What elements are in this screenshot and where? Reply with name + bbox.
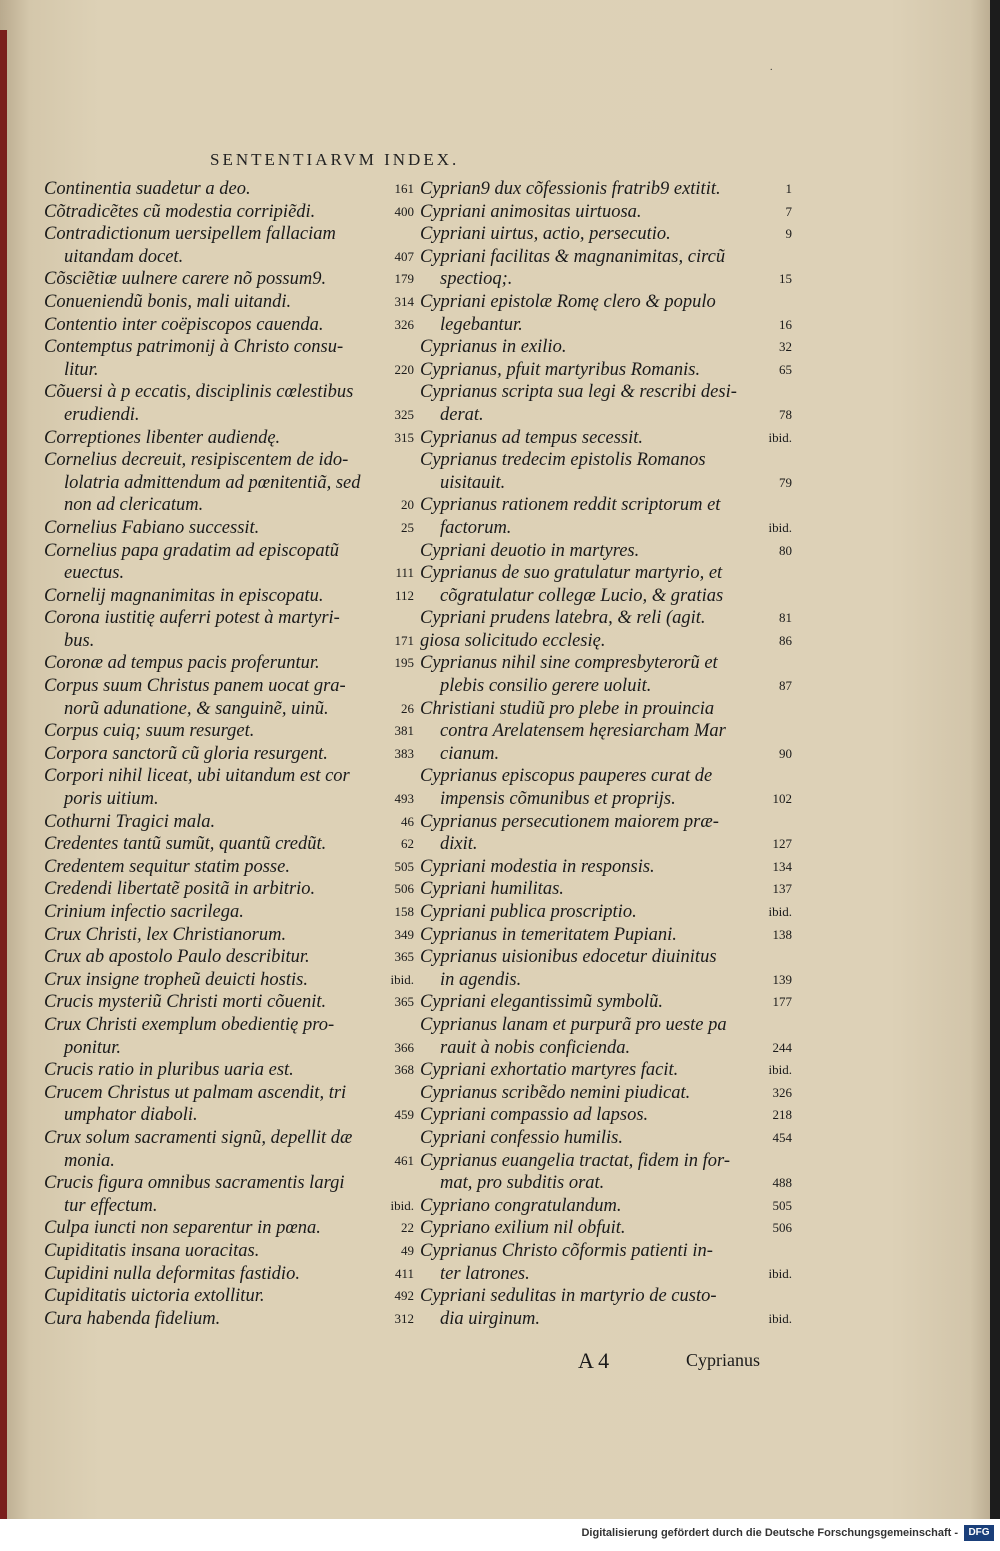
page-reference: 454 <box>772 1129 792 1145</box>
index-entry <box>420 359 792 382</box>
page-reference: 20 <box>401 497 414 513</box>
entry-text: Cypriani elegantissimũ symbolũ. <box>420 992 664 1013</box>
index-entry <box>44 268 414 291</box>
page-reference: 49 <box>401 1242 414 1258</box>
page-reference: 218 <box>772 1107 792 1123</box>
index-entry <box>44 540 414 585</box>
entry-text: Cupidini nulla deformitas fastidio. <box>44 1263 300 1284</box>
index-entry <box>44 946 414 969</box>
index-entry <box>420 178 792 201</box>
index-entry <box>44 427 414 450</box>
index-entry <box>44 991 414 1014</box>
page-reference: ibid. <box>768 429 792 445</box>
index-entry <box>44 675 414 720</box>
index-entry <box>44 901 414 924</box>
index-entry <box>44 1059 414 1082</box>
page-reference: 407 <box>394 248 414 264</box>
entry-continuation: factorum. <box>440 517 512 538</box>
page-reference: 80 <box>779 542 792 558</box>
page-reference: 16 <box>779 316 792 332</box>
entry-text: Cyprianus in temeritatem Pupiani. <box>420 924 677 945</box>
entry-text: Cypriani facilitas & magnanimitas, circũ <box>420 246 726 267</box>
page-reference: 65 <box>779 361 792 377</box>
index-entry <box>420 201 792 224</box>
entry-text: Cyprianus euangelia tractat, fidem in for- <box>420 1150 730 1171</box>
entry-text: Cypriani deuotio in martyres. <box>420 540 640 561</box>
page-reference: 488 <box>772 1175 792 1191</box>
entry-text: Cypriani sedulitas in martyrio de custo- <box>420 1286 717 1307</box>
index-entry <box>420 449 792 494</box>
entry-text: Cyprianus Christo cõformis patienti in- <box>420 1240 713 1261</box>
entry-text: Cyprianus, pfuit martyribus Romanis. <box>420 359 701 380</box>
page-reference: 171 <box>394 632 414 648</box>
page-reference: 26 <box>401 700 414 716</box>
running-header: SENTENTIARVM INDEX. <box>210 150 460 169</box>
index-entry <box>44 585 414 608</box>
page-reference: 492 <box>394 1288 414 1304</box>
page-mark: . <box>770 62 773 73</box>
index-entry <box>44 765 414 810</box>
page-reference: 9 <box>785 226 792 242</box>
entry-text: Cyprianus scripta sua legi & rescribi desi- <box>420 382 737 403</box>
index-entry <box>420 1104 792 1127</box>
index-entry <box>44 1014 414 1059</box>
entry-text: Cõuersi à p eccatis, disciplinis cœlestibus <box>44 382 354 403</box>
page-reference: 459 <box>394 1107 414 1123</box>
entry-text: Cyprianus uisionibus edocetur diuinitus <box>420 947 717 968</box>
entry-continuation: erudiendi. <box>64 404 140 425</box>
entry-continuation: norũ adunatione, & sanguinẽ, uinũ. <box>64 698 329 719</box>
entry-text: Conueniendũ bonis, mali uitandi. <box>44 291 292 312</box>
page-reference: 326 <box>394 316 414 332</box>
entry-continuation: litur. <box>64 359 99 380</box>
index-entry <box>44 1263 414 1286</box>
index-entry <box>44 314 414 337</box>
page-reference: 314 <box>394 293 414 309</box>
entry-continuation: mat, pro subditis orat. <box>440 1173 605 1194</box>
index-right-column <box>420 178 792 1330</box>
index-entry <box>420 562 792 607</box>
index-entry <box>420 878 792 901</box>
index-entry <box>420 1240 792 1285</box>
index-entry <box>44 924 414 947</box>
index-entry <box>420 246 792 291</box>
page-reference: 505 <box>772 1197 792 1213</box>
entry-continuation: contra Arelatensem hęresiarcham Mar cianum. <box>440 721 726 764</box>
page-reference: 365 <box>394 994 414 1010</box>
page-reference: 46 <box>401 813 414 829</box>
entry-text: Cõsciẽtiæ uulnere carere nõ possum9. <box>44 269 327 290</box>
page-reference: 220 <box>394 361 414 377</box>
page-reference: 411 <box>394 1265 414 1281</box>
signature-mark: A 4 <box>578 1348 610 1373</box>
entry-text: Cyprianus scribẽdo nemini piudicat. <box>420 1082 691 1103</box>
page-reference: 161 <box>394 181 414 196</box>
entry-text: Correptiones libenter audiendę. <box>44 427 281 448</box>
index-entry <box>44 607 414 652</box>
index-entry <box>420 991 792 1014</box>
index-entry <box>420 494 792 539</box>
entry-continuation: derat. <box>440 404 484 425</box>
page-reference: 102 <box>772 791 792 807</box>
entry-text: Cypriani humilitas. <box>420 879 564 900</box>
entry-text: Cupiditatis insana uoracitas. <box>44 1240 260 1261</box>
entry-continuation: lolatria admittendum ad pœnitentiã, sed non ad clericatum. <box>64 472 361 516</box>
index-entry <box>420 223 792 246</box>
page-reference: 1 <box>785 181 792 196</box>
index-entry <box>420 630 792 653</box>
entry-text: Continentia suadetur a deo. <box>44 179 251 199</box>
entry-text: Cõtradicẽtes cũ modestia corripiẽdi. <box>44 201 316 222</box>
index-entry <box>420 1082 792 1105</box>
entry-continuation: poris uitium. <box>64 789 159 810</box>
entry-text: Cyprianus tredecim epistolis Romanos <box>420 450 706 471</box>
page-reference: ibid. <box>768 1062 792 1078</box>
entry-text: Crucis mysteriũ Christi morti cõuenit. <box>44 992 327 1013</box>
entry-text: Christiani studiũ pro plebe in prouincia <box>420 698 715 719</box>
entry-text: Cyprianus episcopus pauperes curat de <box>420 766 713 787</box>
index-entry <box>420 1285 792 1330</box>
index-entry <box>420 901 792 924</box>
entry-text: Cypriano exilium nil obfuit. <box>420 1218 626 1239</box>
entry-text: Cyprianus nihil sine compresbyterorũ et <box>420 653 718 674</box>
page-reference: ibid. <box>768 904 792 919</box>
entry-text: Corpori nihil liceat, ubi uitandum est cor <box>44 766 350 787</box>
index-entry <box>420 924 792 947</box>
index-entry <box>420 1195 792 1218</box>
index-entry <box>44 517 414 540</box>
index-entry <box>420 946 792 991</box>
page-reference: 127 <box>772 836 792 852</box>
page-reference: 349 <box>394 926 414 942</box>
page-reference: ibid. <box>390 1197 414 1213</box>
entry-continuation: in agendis. <box>440 969 522 990</box>
page-edge <box>0 30 7 1519</box>
index-entry <box>420 336 792 359</box>
entry-text: Cypriani prudens latebra, & reli (agit. <box>420 608 706 629</box>
entry-continuation: spectioq;. <box>440 269 513 290</box>
entry-text: Cyprian9 dux cõfessionis fratrib9 extitit. <box>420 179 721 199</box>
index-entry <box>420 1217 792 1240</box>
entry-text: Cypriani exhortatio martyres facit. <box>420 1060 679 1081</box>
entry-continuation: ponitur. <box>64 1037 122 1058</box>
index-entry <box>420 607 792 630</box>
index-entry <box>44 291 414 314</box>
index-entry <box>44 720 414 743</box>
entry-continuation: bus. <box>64 630 95 651</box>
index-entry <box>420 1014 792 1059</box>
entry-text: Cyprianus de suo gratulatur martyrio, et <box>420 563 723 584</box>
entry-text: Corpora sanctorũ cũ gloria resurgent. <box>44 743 328 764</box>
entry-text: Contemptus patrimonij à Christo consu- <box>44 337 344 358</box>
page-reference: 87 <box>779 678 792 694</box>
entry-text: Corona iustitię auferri potest à martyri- <box>44 608 340 629</box>
page-reference: 195 <box>394 655 414 671</box>
index-entry <box>44 1217 414 1240</box>
index-entry <box>420 1059 792 1082</box>
entry-text: Cornelius Fabiano successit. <box>44 517 260 538</box>
page-reference: 25 <box>401 519 414 535</box>
index-entry <box>44 223 414 268</box>
entry-text: Crucem Christus ut palmam ascendit, tri <box>44 1082 347 1103</box>
page-reference: 137 <box>772 881 792 897</box>
page-reference: 22 <box>401 1220 414 1236</box>
page-reference: 368 <box>394 1062 414 1078</box>
index-entry <box>44 178 414 201</box>
index-entry <box>44 652 414 675</box>
page-reference: ibid. <box>768 1310 792 1326</box>
index-entry <box>44 878 414 901</box>
entry-continuation: rauit à nobis conficienda. <box>440 1037 631 1058</box>
entry-text: Cyprianus in exilio. <box>420 337 567 358</box>
entry-text: Crux ab apostolo Paulo describitur. <box>44 947 310 968</box>
entry-continuation: dixit. <box>440 834 478 855</box>
page-reference: ibid. <box>768 1265 792 1281</box>
footer-bar <box>0 1519 1000 1551</box>
entry-text: Credentem sequitur statim posse. <box>44 856 290 877</box>
page-reference: 111 <box>395 565 414 581</box>
page-reference: 461 <box>394 1152 414 1168</box>
page-reference: 79 <box>779 474 792 490</box>
page-reference: 381 <box>394 723 414 739</box>
index-entry <box>44 1172 414 1217</box>
page-reference: 62 <box>401 836 414 852</box>
entry-continuation: ter latrones. <box>440 1263 530 1284</box>
entry-text: Crux solum sacramenti signũ, depellit dæ <box>44 1127 353 1148</box>
page-reference: 81 <box>779 610 792 626</box>
entry-text: Cothurni Tragici mala. <box>44 811 216 832</box>
entry-text: Crux insigne tropheũ deuicti hostis. <box>44 969 308 990</box>
entry-continuation: cõgratulatur collegæ Lucio, & gratias <box>440 585 724 606</box>
page-reference: 7 <box>785 203 792 219</box>
page-reference: 315 <box>394 429 414 445</box>
page-reference: 32 <box>779 339 792 355</box>
entry-text: Cypriani publica proscriptio. <box>420 902 637 922</box>
entry-text: Crux Christi, lex Christianorum. <box>44 924 287 945</box>
page-reference: 86 <box>779 632 792 648</box>
entry-text: Credendi libertatẽ positã in arbitrio. <box>44 879 316 900</box>
entry-text: Crucis figura omnibus sacramentis largi <box>44 1173 345 1194</box>
page-reference: ibid. <box>390 971 414 987</box>
page-reference: 326 <box>772 1084 792 1100</box>
index-entry <box>44 1285 414 1308</box>
entry-text: Cypriani modestia in responsis. <box>420 856 655 877</box>
index-entry <box>420 1127 792 1150</box>
entry-continuation: monia. <box>64 1150 115 1171</box>
entry-text: Corpus cuiq; suum resurget. <box>44 721 255 742</box>
page-reference: 400 <box>394 203 414 219</box>
entry-text: Crucis ratio in pluribus uaria est. <box>44 1060 294 1081</box>
index-entry <box>44 1240 414 1263</box>
index-entry <box>44 743 414 766</box>
page-reference: 493 <box>394 791 414 807</box>
entry-text: Cornelij magnanimitas in episcopatu. <box>44 585 324 606</box>
entry-text: Cypriano congratulandum. <box>420 1195 622 1216</box>
index-entry <box>44 1308 414 1331</box>
index-entry <box>420 291 792 336</box>
index-left-column <box>44 178 414 1330</box>
page-reference: 506 <box>394 881 414 897</box>
index-entry <box>44 811 414 834</box>
page-reference: 177 <box>772 994 792 1010</box>
page-reference: ibid. <box>768 519 792 535</box>
entry-text: Credentes tantũ sumũt, quantũ credũt. <box>44 834 327 855</box>
entry-text: Crux Christi exemplum obedientię pro- <box>44 1014 335 1035</box>
index-entry <box>44 833 414 856</box>
entry-text: Corpus suum Christus panem uocat gra- <box>44 676 346 697</box>
page-reference: 383 <box>394 745 414 761</box>
dfg-logo: DFG <box>964 1525 994 1541</box>
entry-text: Contentio inter coëpiscopos cauenda. <box>44 314 324 335</box>
page-reference: 112 <box>394 587 414 603</box>
index-entry <box>44 449 414 517</box>
page-reference: 15 <box>779 271 792 287</box>
page-reference: 365 <box>394 949 414 965</box>
entry-continuation: dia uirginum. <box>440 1308 541 1329</box>
index-entry <box>44 381 414 426</box>
page-reference: 90 <box>779 745 792 761</box>
entry-text: Cyprianus lanam et purpurã pro ueste pa <box>420 1014 727 1035</box>
index-entry <box>44 1082 414 1127</box>
index-entry <box>44 336 414 381</box>
funding-credit: Digitalisierung gefördert durch die Deutsche Forschungsgemeinschaft - <box>581 1527 958 1539</box>
index-entry <box>420 1150 792 1195</box>
page-reference: 139 <box>772 971 792 987</box>
index-entry <box>420 427 792 450</box>
entry-text: Crinium infectio sacrilega. <box>44 902 244 922</box>
entry-text: Cypriani epistolæ Romę clero & populo <box>420 291 716 312</box>
page-reference: 366 <box>394 1039 414 1055</box>
entry-continuation: tur effectum. <box>64 1195 158 1216</box>
entry-text: Culpa iuncti non separentur in pœna. <box>44 1218 321 1239</box>
entry-text: Cupiditatis uictoria extollitur. <box>44 1286 265 1307</box>
entry-continuation: umphator diaboli. <box>64 1105 198 1126</box>
entry-text: Cypriani animositas uirtuosa. <box>420 201 642 222</box>
entry-text: Cura habenda fidelium. <box>44 1308 221 1329</box>
index-entry <box>44 969 414 992</box>
index-entry <box>44 201 414 224</box>
index-entry <box>420 540 792 563</box>
page-reference: 138 <box>772 926 792 942</box>
index-entry <box>420 698 792 766</box>
page-reference: 179 <box>394 271 414 287</box>
index-entry <box>420 811 792 856</box>
entry-text: Cypriani confessio humilis. <box>420 1127 623 1148</box>
entry-text: Cypriani compassio ad lapsos. <box>420 1105 649 1126</box>
page-reference: 134 <box>772 858 792 874</box>
page-reference: 158 <box>394 904 414 919</box>
entry-continuation: uisitauit. <box>440 472 506 493</box>
page-reference: 78 <box>779 406 792 422</box>
entry-text: Cyprianus ad tempus secessit. <box>420 427 644 448</box>
index-entry <box>420 765 792 810</box>
entry-text: Contradictionum uersipellem fallaciam <box>44 224 336 245</box>
index-entry <box>44 856 414 879</box>
entry-continuation: plebis consilio gerere uoluit. <box>440 676 652 697</box>
entry-text: Cypriani uirtus, actio, persecutio. <box>420 224 671 245</box>
entry-continuation: euectus. <box>64 563 125 584</box>
entry-text: Cyprianus persecutionem maiorem præ- <box>420 811 719 832</box>
index-entry <box>44 1127 414 1172</box>
entry-text: Cornelius decreuit, resipiscentem de ido- <box>44 450 349 471</box>
page-reference: 505 <box>394 858 414 874</box>
entry-continuation: legebantur. <box>440 314 523 335</box>
page-reference: 506 <box>772 1220 792 1236</box>
page-reference: 325 <box>394 406 414 422</box>
entry-text: giosa solicitudo ecclesię. <box>420 630 606 651</box>
index-entry <box>420 856 792 879</box>
entry-continuation: uitandam docet. <box>64 246 184 267</box>
entry-text: Cyprianus rationem reddit scriptorum et <box>420 495 721 516</box>
entry-continuation: impensis cõmunibus et proprijs. <box>440 789 676 810</box>
catchword: Cyprianus <box>686 1350 760 1370</box>
index-entry <box>420 652 792 697</box>
page-reference: 312 <box>394 1310 414 1326</box>
page-reference: 244 <box>772 1039 792 1055</box>
entry-text: Cornelius papa gradatim ad episcopatũ <box>44 540 339 561</box>
entry-text: Coronæ ad tempus pacis proferuntur. <box>44 653 320 674</box>
index-entry <box>420 381 792 426</box>
